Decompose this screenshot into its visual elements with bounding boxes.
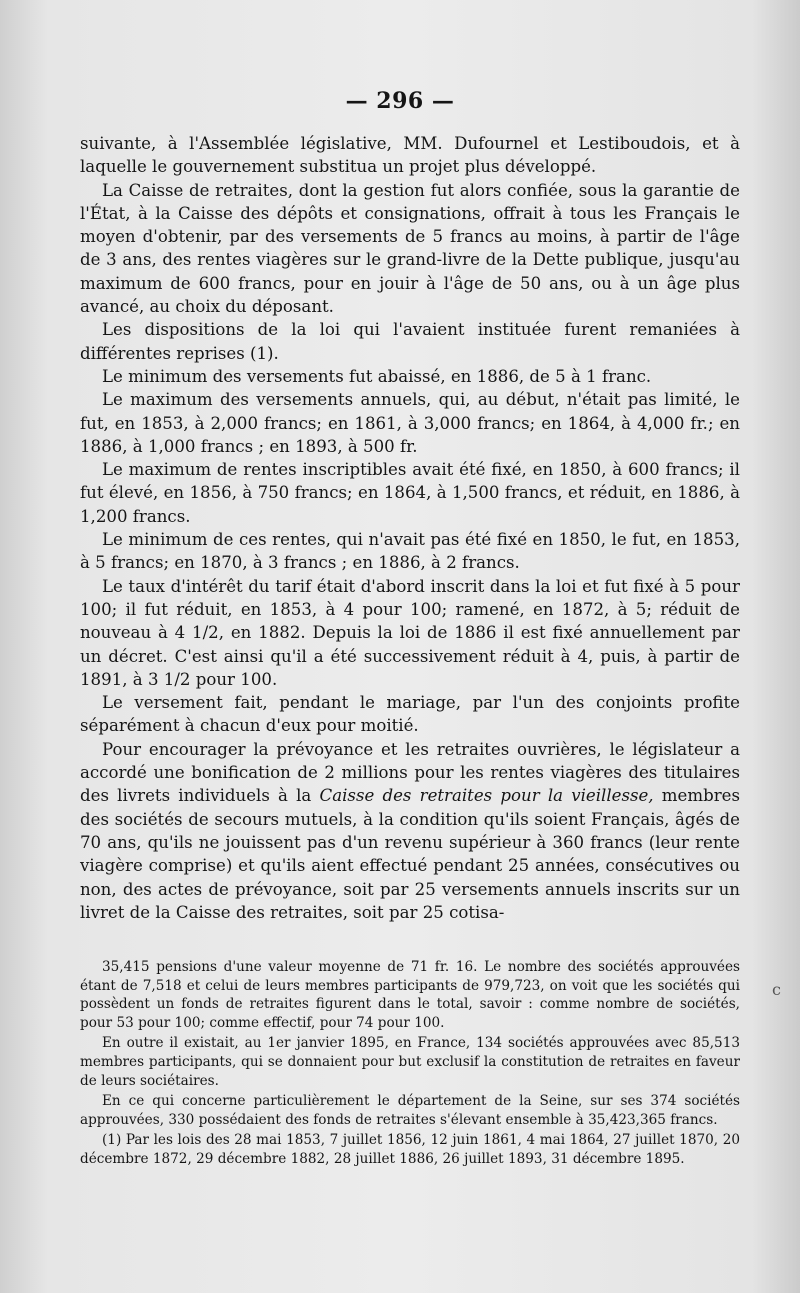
- paragraph: Le versement fait, pendant le mariage, par l'un des conjoints profite séparément à chacun d'eux pour moitié.: [80, 693, 740, 736]
- paragraph: Les dispositions de la loi qui l'avaient instituée furent remaniées à différentes reprises (1).: [80, 320, 740, 363]
- paragraph: suivante, à l'Assemblée législative, MM. Dufournel et Lestiboudois, et à laquelle le gouvernement substitua un projet plus développé.: [80, 134, 740, 177]
- footnote: En outre il existait, au 1er janvier 1895, en France, 134 sociétés approuvées avec 85,513 membres participants, qui se donnaient pour but exclusif la constitution de retraites en faveur de leurs sociétaires.: [80, 1035, 740, 1089]
- margin-mark: c: [772, 980, 781, 999]
- paragraph: Le maximum des versements annuels, qui, au début, n'était pas limité, le fut, en 1853, à 2,000 francs; en 1861, à 3,000 francs; en 1864, à 4,000 fr.; en 1886, à 1,000 francs ; en 1893, à 500 fr.: [80, 390, 740, 456]
- paragraph: [80, 738, 740, 924]
- paragraph: Le maximum de rentes inscriptibles avait été fixé, en 1850, à 600 francs; il fut élevé, en 1856, à 750 francs; en 1864, à 1,500 francs, et réduit, en 1886, à 1,200 francs.: [80, 460, 740, 526]
- italic-title: Caisse des retraites pour la vieillesse,: [319, 786, 654, 806]
- page-number: — 296 —: [345, 88, 455, 114]
- footnotes: [80, 958, 740, 1169]
- paragraph: Le minimum des versements fut abaissé, en 1886, de 5 à 1 franc.: [102, 366, 652, 386]
- footnote: En ce qui concerne particulièrement le département de la Seine, sur ses 374 sociétés approuvées, 330 possédaient des fonds de retraites s'élevant ensemble à 35,423,365 francs.: [80, 1093, 740, 1128]
- footnote: (1) Par les lois des 28 mai 1853, 7 juillet 1856, 12 juin 1861, 4 mai 1864, 27 juillet 1870, 20 décembre 1872, 29 décembre 1882, 28 juillet 1886, 26 juillet 1893, 31 décembre 1895.: [80, 1132, 740, 1167]
- paragraph: La Caisse de retraites, dont la gestion fut alors confiée, sous la garantie de l'État, à la Caisse des dépôts et consignations, offrait à tous les Français le moyen d'obtenir, par des versements de 5 francs au moins, à partir de l'âge de 3 ans, des rentes viagères sur le grand-livre de la Dette publique, jusqu'au maximum de 600 francs, pour en jouir à l'âge de 50 ans, ou à un âge plus avancé, au choix du déposant.: [80, 180, 740, 317]
- paragraph-text: Pour encourager la prévoyance et les retraites ouvrières, le législateur a accordé une bonification de 2 millions pour les rentes viagères des titulaires des livrets individuels à la: [80, 739, 740, 806]
- main-text: [80, 132, 740, 924]
- paragraph: Le minimum de ces rentes, qui n'avait pas été fixé en 1850, le fut, en 1853, à 5 francs; en 1870, à 3 francs ; en 1886, à 2 francs.: [80, 530, 740, 573]
- paragraph: Le taux d'intérêt du tarif était d'abord inscrit dans la loi et fut fixé à 5 pour 100; il fut réduit, en 1853, à 4 pour 100; ramené, en 1872, à 5; réduit de nouveau à 4 1/2, en 1882. Depuis la loi de 1886 il est fixé annuellement par un décret. C'est ainsi qu'il a été successivement réduit à 4, puis, à partir de 1891, à 3 1/2 pour 100.: [80, 576, 740, 689]
- paragraph-text: membres des sociétés de secours mutuels, à la condition qu'ils soient Français, âgés de 70 ans, qu'ils ne jouissent pas d'un revenu supérieur à 360 francs (leur rente viagère comprise) et qu'ils aient effectué pendant 25 années, consécutives ou non, des actes de prévoyance, soit par 25 versements annuels inscrits sur un livret de la Caisse des retraites, soit par 25 cotisa-: [80, 786, 740, 922]
- footnote: 35,415 pensions d'une valeur moyenne de 71 fr. 16. Le nombre des sociétés approuvées étant de 7,518 et celui de leurs membres participants de 979,723, on voit que les sociétés qui possèdent un fonds de retraites figurent dans le total, savoir : comme nombre de sociétés, pour 53 pour 100; comme effectif, pour 74 pour 100.: [80, 959, 740, 1031]
